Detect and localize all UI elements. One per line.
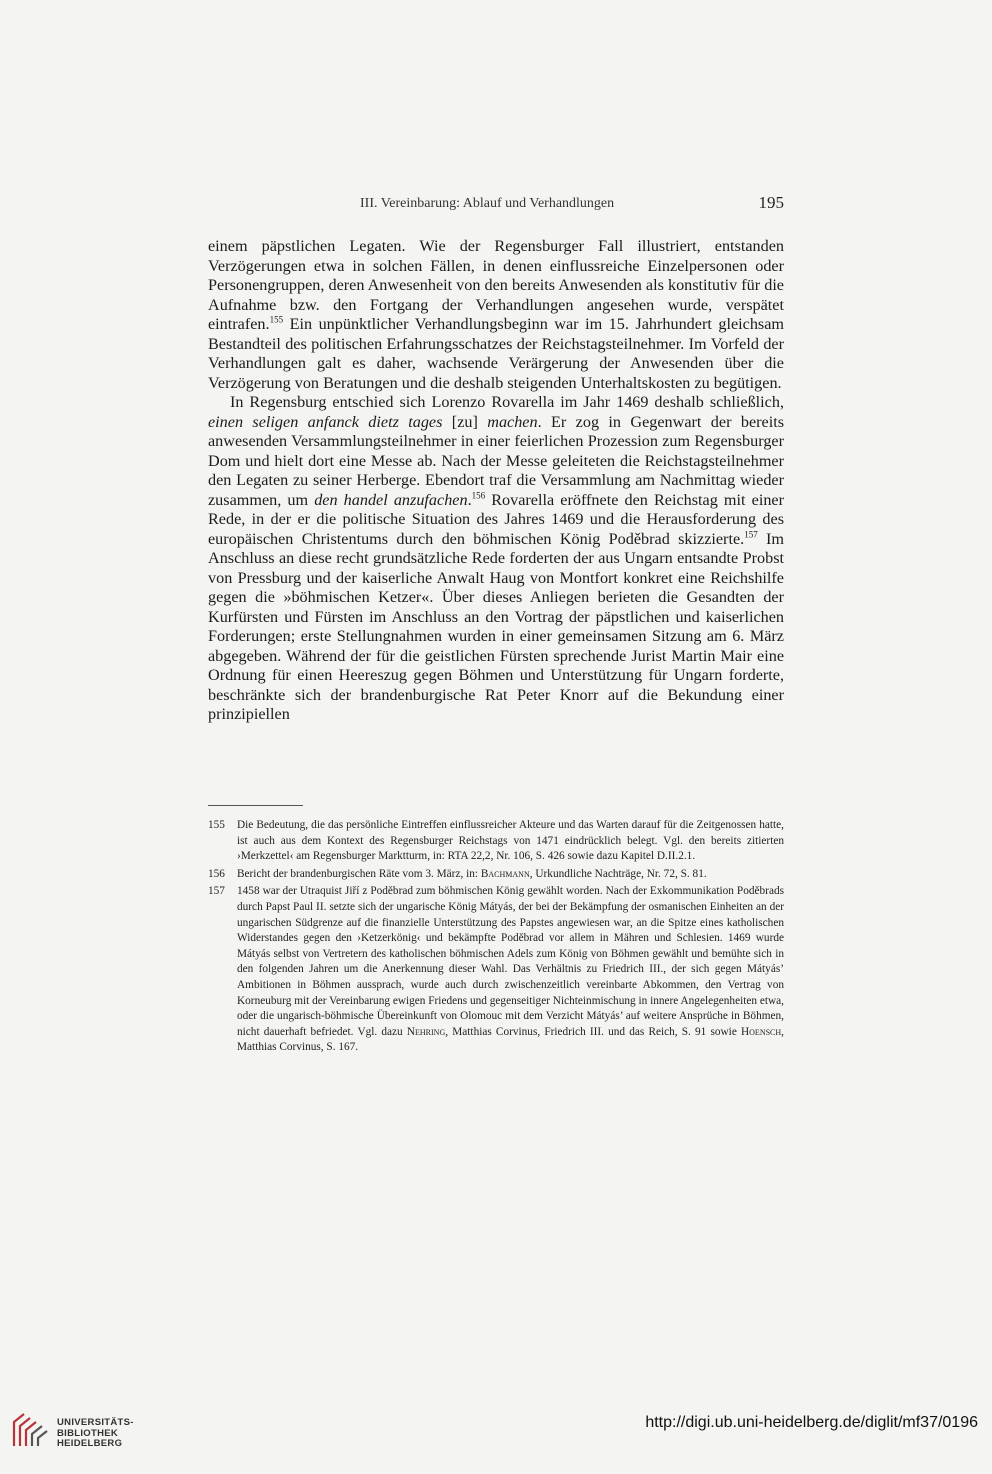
main-text: [208, 237, 784, 725]
paragraph-text: .: [467, 490, 472, 509]
page-number: 195: [758, 193, 784, 212]
footnote-156: [208, 867, 784, 883]
footnote-ref-156[interactable]: 156: [471, 490, 486, 501]
paragraph-text: . Er zog in Gegenwart der bereits anwesenden Versammlungsteilnehmer in einer feierlichen Prozession zum Regensburger Dom und hielt dort eine Messe ab. Nach der Messe geleiteten die Reichstagsteilnehmer den Legaten zu seiner Herberge. Ebendort traf die Versammlung am Nachmittag wieder zusammen, um: [208, 412, 784, 509]
footnote-ref-155[interactable]: 155: [269, 314, 284, 325]
quotation: einen seligen anfanck dietz tages: [208, 412, 443, 431]
paragraph-text: In Regensburg entschied sich Lorenzo Rovarella im Jahr 1469 deshalb schließlich,: [230, 393, 784, 411]
footnote-ref-157[interactable]: 157: [744, 529, 758, 540]
page-header: [208, 193, 784, 215]
source-url[interactable]: http://digi.ub.uni-heidelberg.de/diglit/mf37/0196: [645, 1414, 978, 1431]
library-name: [57, 1418, 134, 1450]
quotation: den handel anzufachen: [314, 490, 468, 509]
library-name-line: HEIDELBERG: [57, 1438, 123, 1449]
paragraph-2: [208, 393, 784, 725]
author-name: Bachmann: [480, 867, 530, 880]
library-name-line: BIBLIOTHEK: [57, 1427, 119, 1439]
footnote-divider: [208, 805, 303, 806]
footnote-number: 157: [208, 885, 225, 898]
paragraph-text: [zu]: [442, 412, 488, 431]
footnote-text: Die Bedeutung, die das persönliche Eintreffen einflussreicher Akteure und das Warten darauf für die Zeitgenossen hatte, ist auch aus dem Kontext des Regensburger Reichstags von 1471 eindrücklich belegt. Vgl. den bereits zitierten ›Merkzettel‹ am Regensburger Marktturm, in: RTA 22,2, Nr. 106, S. 426 sowie dazu Kapitel D.II.2.1.: [237, 819, 784, 863]
footnote-text: , Matthias Corvinus, S. 167.: [237, 1025, 784, 1054]
footnote-number: 156: [208, 867, 225, 880]
quotation: machen: [487, 412, 538, 431]
library-name-line: UNIVERSITÄTS-: [57, 1417, 134, 1428]
footnotes: [208, 818, 784, 1058]
paragraph-1: [208, 237, 784, 393]
footer-bar: [0, 1404, 992, 1448]
footnote-157: [208, 884, 784, 1056]
paragraph-text: Im Anschluss an diese recht grundsätzliche Rede forderten der aus Ungarn entsandte Probst von Pressburg und der kaiserliche Anwalt Haug von Montfort konkret eine Reichshilfe gegen die »böhmischen Ketzer«. Über dieses Anliegen berieten die Gesandten der Kurfürsten und Fürsten im Anschluss an den Vortrag der päpstlichen und kaiserlichen Forderungen; erste Stellungnahmen wurden in einer gemeinsamen Sitzung am 6. März abgegeben. Während der für die geistlichen Fürsten sprechende Jurist Martin Mair eine Ordnung für einen Heereszug gegen Böhmen und Unterstützung für Ungarn forderte, beschränkte sich der brandenburgische Rat Peter Knorr auf die Bekundung einer prinzipiellen: [208, 529, 785, 723]
footnote-text: , Matthias Corvinus, Friedrich III. und das Reich, S. 91 sowie: [445, 1025, 741, 1038]
footnote-number: 155: [208, 819, 225, 831]
paragraph-text: einem päpstlichen Legaten. Wie der Regensburger Fall illustriert, entstanden Verzögerungen etwa in solchen Fällen, in denen einflussreiche Einzelpersonen oder Personengruppen, deren Anwesenheit von den bereits Anwesenden als konstitutiv für die Aufnahme bzw. den Fortgang der Verhandlungen angesehen wurde, verspätet eintrafen.: [208, 237, 784, 333]
footnote-155: [208, 818, 784, 865]
footnote-text: Bericht der brandenburgischen Räte vom 3. März, in:: [237, 867, 481, 880]
paragraph-text: Rovarella eröffnete den Reichstag mit einer Rede, in der er die politische Situation des Jahres 1469 und die Herausforderung des europäischen Christentums durch den böhmischen König Poděbrad skizzierte.: [208, 490, 784, 548]
author-name: Nehring: [406, 1025, 446, 1038]
running-head: III. Vereinbarung: Ablauf und Verhandlungen: [360, 196, 615, 211]
footnote-text: , Urkundliche Nachträge, Nr. 72, S. 81.: [529, 867, 707, 880]
library-logo-icon[interactable]: [10, 1412, 50, 1448]
paragraph-text: Ein unpünktlicher Verhandlungsbeginn war im 15. Jahrhundert gleichsam Bestandteil des politischen Erfahrungsschatzes der Reichstagsteilnehmer. Im Vorfeld der Verhandlungen galt es daher, wachsende Verärgerung der Anwesenden über die Verzögerung von Beratungen und die deshalb steigenden Unterhaltskosten zu begütigen.: [208, 315, 784, 392]
author-name: Hoensch: [741, 1025, 782, 1038]
footnote-text: 1458 war der Utraquist Jiří z Poděbrad zum böhmischen König gewählt worden. Nach der Exkommunikation Poděbrads durch Papst Paul II. setzte sich der ungarische König Mátyás, der bei der Bekämpfung der osmanischen Einheiten an der ungarischen Südgrenze auf die finanzielle Unterstützung des Papstes angewiesen war, an die Spitze eines katholischen Widerstandes gegen den ›Ketzerkönig‹ und bekämpfte Poděbrad vor allem in Mähren und Schlesien. 1469 wurde Mátyás selbst von Vertretern des katholischen böhmischen Adels zum König von Böhmen gewählt und bemühte sich in den folgenden Jahren um die Anerkennung dieser Wahl. Das Verhältnis zu Friedrich III., der sich gegen Mátyás’ Ambitionen in Böhmen aussprach, wurde auch durch zwischenzeitlich vereinbarte Abkommen, den Vertrag von Korneuburg mit der Vereinbarung ewigen Friedens und gegenseitiger Nichteinmischung in innere Angelegenheiten etwa, oder die ungarisch-böhmische Übereinkunft von Olomouc mit dem Verzicht Mátyás’ auf weitere Ansprüche in Böhmen, nicht dauerhaft befriedet. Vgl. dazu: [237, 885, 785, 1038]
